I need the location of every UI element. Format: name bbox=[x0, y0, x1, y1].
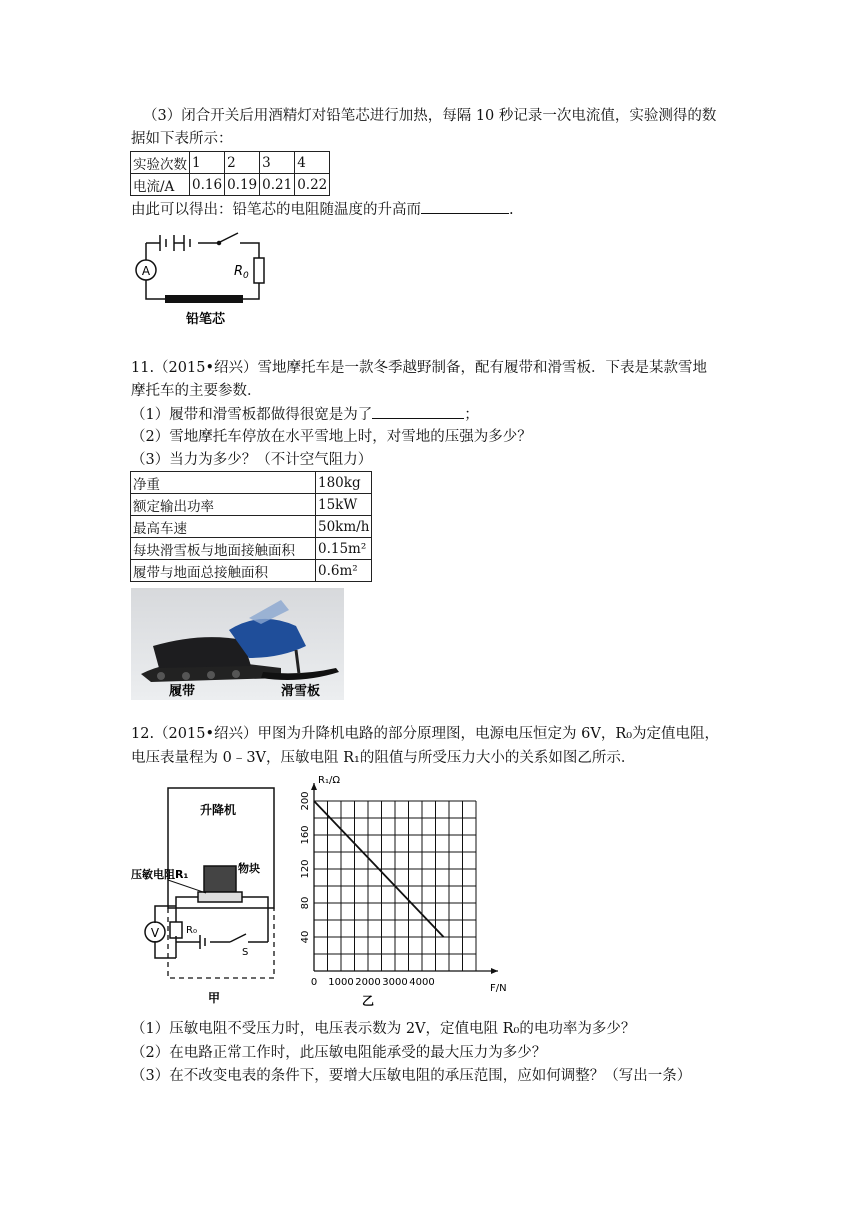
x-tick-label: 4000 bbox=[409, 977, 435, 988]
table-cell: 180kg bbox=[316, 472, 372, 494]
y-axis-label: R₁/Ω bbox=[318, 775, 340, 786]
q12-line1: 12.（2015•绍兴）甲图为升降机电路的部分原理图，电源电压恒定为 6V，R₀为定值电阻， bbox=[131, 726, 720, 742]
table-row bbox=[131, 472, 372, 494]
y-tick-label: 200 bbox=[300, 791, 311, 811]
ammeter-letter: A bbox=[141, 264, 151, 278]
q11-sub1-end: ； bbox=[464, 407, 479, 423]
x-axis-arrow bbox=[491, 968, 498, 974]
ski-label: 滑雪板 bbox=[281, 684, 321, 699]
table-row bbox=[131, 152, 330, 174]
y-tick-label: 120 bbox=[300, 859, 311, 879]
table-cell: 1 bbox=[190, 152, 225, 174]
q12-sub1: （1）压敏电阻不受压力时，电压表示数为 2V，定值电阻 R₀的电功率为多少？ bbox=[131, 1021, 636, 1037]
q12-chart-yi bbox=[290, 775, 515, 1010]
table-cell: 0.19 bbox=[225, 174, 260, 196]
track-label: 履带 bbox=[169, 684, 196, 699]
snowmobile-photo bbox=[131, 588, 344, 700]
q10-conclusion-end: . bbox=[509, 202, 514, 218]
chart-caption: 乙 bbox=[361, 994, 375, 1008]
table-cell: 电流/A bbox=[131, 174, 190, 196]
table-cell: 0.21 bbox=[260, 174, 295, 196]
q11-line1: 11.（2015•绍兴）雪地摩托车是一款冬季越野制备，配有履带和滑雪板．下表是某款雪地 bbox=[131, 360, 708, 376]
block-label: 物块 bbox=[238, 862, 260, 875]
sensor-label: 压敏电阻R₁ bbox=[131, 868, 189, 881]
block-shape bbox=[204, 866, 236, 892]
q11-sub1-text: （1）履带和滑雪板都做得很宽是为了 bbox=[131, 407, 373, 423]
y-tick-label: 40 bbox=[300, 930, 311, 944]
table-cell: 0.22 bbox=[295, 174, 330, 196]
q12-sub3: （3）在不改变电表的条件下，要增大压敏电阻的承压范围，应如何调整？（写出一条） bbox=[131, 1068, 692, 1084]
sensor-shape bbox=[198, 892, 242, 902]
table-cell: 50km/h bbox=[316, 516, 372, 538]
q10-conclusion bbox=[131, 199, 514, 220]
r0-label: R₀ bbox=[186, 925, 197, 936]
table-cell: 0.6m² bbox=[316, 560, 372, 582]
q10-data-table bbox=[130, 151, 330, 196]
table-cell: 0.16 bbox=[190, 174, 225, 196]
r0-label: $R_0$ bbox=[234, 264, 249, 281]
x-axis-label: F/N bbox=[490, 983, 507, 994]
table-row bbox=[131, 560, 372, 582]
y-tick-label: 160 bbox=[300, 825, 311, 845]
q10-part3-line1: （3）闭合开关后用酒精灯对铅笔芯进行加热，每隔 10 秒记录一次电流值，实验测得的数 bbox=[143, 108, 717, 124]
q11-sub2: （2）雪地摩托车停放在水平雪地上时，对雪地的压强为多少？ bbox=[131, 429, 532, 445]
fig-jia-caption: 甲 bbox=[208, 991, 221, 1005]
table-cell: 履带与地面总接触面积 bbox=[131, 560, 316, 582]
q11-sub1 bbox=[131, 404, 479, 425]
q12-fig-jia bbox=[128, 780, 288, 1008]
x-tick-label: 0 bbox=[310, 977, 318, 988]
table-cell: 2 bbox=[225, 152, 260, 174]
table-cell: 最高车速 bbox=[131, 516, 316, 538]
switch-label: S bbox=[242, 947, 249, 958]
y-axis-arrow bbox=[311, 783, 317, 790]
table-row bbox=[131, 494, 372, 516]
voltmeter-letter: V bbox=[150, 926, 160, 940]
table-cell: 每块滑雪板与地面接触面积 bbox=[131, 538, 316, 560]
table-cell: 3 bbox=[260, 152, 295, 174]
answer-blank[interactable] bbox=[372, 404, 464, 419]
table-cell: 实验次数 bbox=[131, 152, 190, 174]
table-cell: 4 bbox=[295, 152, 330, 174]
table-row bbox=[131, 538, 372, 560]
q11-line2: 摩托车的主要参数． bbox=[131, 383, 262, 399]
x-tick-label: 1000 bbox=[328, 977, 354, 988]
table-cell: 额定输出功率 bbox=[131, 494, 316, 516]
elevator-title: 升降机 bbox=[200, 803, 237, 817]
pencil-lead-shape bbox=[165, 295, 243, 303]
table-cell: 0.15m² bbox=[316, 538, 372, 560]
q10-part3-line2: 据如下表所示： bbox=[131, 131, 233, 147]
x-tick-label: 2000 bbox=[355, 977, 381, 988]
table-cell: 15kW bbox=[316, 494, 372, 516]
pencil-label: 铅笔芯 bbox=[186, 312, 226, 327]
q12-sub2: （2）在电路正常工作时，此压敏电阻能承受的最大压力为多少？ bbox=[131, 1045, 547, 1061]
answer-blank[interactable] bbox=[421, 199, 509, 214]
table-row bbox=[131, 174, 330, 196]
q12-line2: 电压表量程为 0﹣3V，压敏电阻 R₁的阻值与所受压力大小的关系如图乙所示． bbox=[131, 750, 636, 766]
q10-conclusion-text: 由此可以得出：铅笔芯的电阻随温度的升高而 bbox=[131, 202, 421, 218]
table-row bbox=[131, 516, 372, 538]
table-cell: 净重 bbox=[131, 472, 316, 494]
q11-sub3: （3）当力为多少？（不计空气阻力） bbox=[131, 452, 373, 468]
x-tick-label: 3000 bbox=[382, 977, 408, 988]
q11-params-table bbox=[130, 471, 372, 582]
q10-circuit-figure bbox=[128, 225, 278, 330]
y-tick-label: 80 bbox=[300, 896, 311, 910]
